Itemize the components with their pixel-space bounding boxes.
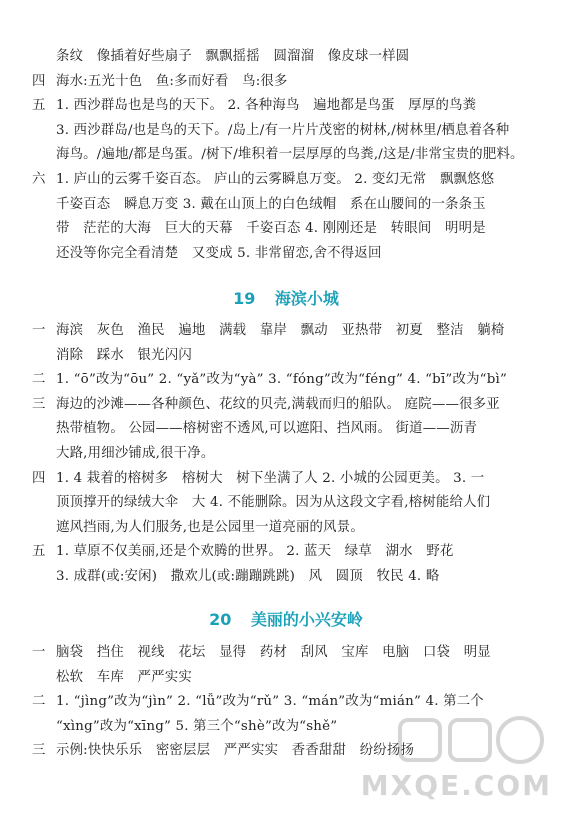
- answer-text: 热带植物。 公园——榕树密不透风,可以遮阳、挡风雨。 街道——沥青: [56, 421, 478, 437]
- answer-line: [56, 218, 548, 240]
- lesson-19-heading: [0, 286, 572, 309]
- watermark-text: MXQE.COM: [360, 769, 552, 802]
- item-number: 五: [32, 98, 46, 114]
- answer-line: [32, 394, 548, 416]
- item-number: 四: [32, 73, 46, 89]
- item-number: 三: [32, 396, 46, 412]
- answer-text: 条纹 像插着好些扇子 飘飘摇摇 圆溜溜 像皮球一样圆: [56, 49, 410, 64]
- answer-line: [56, 492, 548, 514]
- item-number: 五: [32, 544, 46, 560]
- answer-line: [32, 642, 548, 664]
- answer-line: [32, 369, 548, 391]
- lesson-number: 19: [233, 289, 256, 308]
- answer-text: 海滨 灰色 渔民 遍地 满载 靠岸 飘动 亚热带 初夏 整洁 躺椅: [56, 323, 505, 338]
- answer-line: [56, 194, 548, 216]
- answer-text: 1. 草原不仅美丽,还是个欢腾的世界。 2. 蓝天 绿草 湖水 野花: [56, 544, 454, 560]
- lesson-20-heading: [0, 607, 572, 630]
- item-number: 一: [32, 323, 46, 338]
- answer-text: 1. 西沙群岛也是鸟的天下。 2. 各种海鸟 遍地都是鸟蛋 厚厚的鸟粪: [56, 98, 477, 114]
- answer-text: 示例:快快乐乐 密密层层 严严实实 香香甜甜 纷纷扬扬: [56, 743, 415, 759]
- answer-text: 大路,用细沙铺成,很干净。: [56, 446, 215, 461]
- answer-line: [56, 716, 548, 738]
- answer-text: 千姿百态 瞬息万变 3. 戴在山顶上的白色绒帽 系在山腰间的一条条玉: [56, 196, 486, 212]
- answer-text: 松软 车库 严严实实: [56, 669, 192, 685]
- answer-text: 3. 西沙群岛/也是鸟的天下。/岛上/有一片片茂密的树林,/树林里/栖息着各种: [56, 122, 510, 138]
- answer-text: 1. 庐山的云雾千姿百态。 庐山的云雾瞬息万变。 2. 变幻无常 飘飘悠悠: [56, 172, 495, 187]
- item-number: 二: [32, 372, 46, 388]
- answer-line: [32, 468, 548, 490]
- answer-text: 1. “jìng”改为“jìn” 2. “lǚ”改为“rǔ” 3. “mán”改为“mián” 4. 第二个: [56, 694, 484, 710]
- answer-text: 海鸟。/遍地/都是鸟蛋。/树下/堆积着一层厚厚的鸟粪,/这是/非常宝贵的肥料。: [56, 147, 524, 163]
- item-number: 四: [32, 470, 46, 486]
- answer-line: [32, 541, 548, 563]
- answer-line: [32, 95, 548, 117]
- answer-text: 顶顶撑开的绿绒大伞 大 4. 不能删除。因为从这段文字看,榕树能给人们: [56, 495, 491, 511]
- answer-line: [56, 566, 548, 588]
- item-number: 三: [32, 743, 46, 759]
- answer-text: 3. 成群(或:安闲) 撒欢儿(或:蹦蹦跳跳) 风 圆顶 牧民 4. 略: [56, 569, 440, 584]
- answer-line: [32, 71, 548, 93]
- answer-text: 还没等你完全看清楚 又变成 5. 非常留恋,舍不得返回: [56, 245, 382, 261]
- answer-text: 海水:五光十色 鱼:多而好看 鸟:很多: [56, 73, 288, 89]
- answer-text: 1. 4 栽着的榕树多 榕树大 树下坐满了人 2. 小城的公园更美。 3. 一: [56, 470, 485, 486]
- answer-text: 1. “ō”改为“ōu” 2. “yǎ”改为“yà” 3. “fóng”改为“féng” 4. “bī”改为“bì”: [56, 372, 507, 388]
- answer-text: “xìng”改为“xīng” 5. 第三个“shè”改为“shě”: [56, 718, 338, 734]
- answer-line: [56, 667, 548, 689]
- answer-line: [56, 46, 548, 68]
- answer-line: [56, 418, 548, 440]
- item-number: 一: [32, 645, 46, 660]
- answer-line: [56, 243, 548, 265]
- answer-line: [56, 345, 548, 367]
- answer-line: [32, 169, 548, 191]
- answer-text: 脑袋 挡住 视线 花坛 显得 药材 刮风 宝库 电脑 口袋 明显: [56, 645, 491, 660]
- answer-line: [56, 517, 548, 539]
- lesson-title: 美丽的小兴安岭: [250, 610, 363, 629]
- answer-text: 消除 踩水 银光闪闪: [56, 347, 192, 363]
- answer-text: 遮风挡雨,为人们服务,也是公园里一道亮丽的风景。: [56, 519, 364, 535]
- answer-line: [32, 740, 548, 762]
- answer-line: [32, 691, 548, 713]
- item-number: 二: [32, 694, 46, 710]
- lesson-title: 海滨小城: [274, 289, 339, 308]
- answer-line: [56, 144, 548, 166]
- lesson-number: 20: [209, 610, 232, 629]
- answer-line: [56, 120, 548, 142]
- item-number: 六: [32, 172, 46, 187]
- answer-text: 海边的沙滩——各种颜色、花纹的贝壳,满载而归的船队。 庭院——很多亚: [56, 396, 500, 412]
- answer-text: 带 茫茫的大海 巨大的天幕 千姿百态 4. 刚刚还是 转眼间 明明是: [56, 221, 486, 237]
- answer-line: [56, 443, 548, 465]
- answer-line: [32, 320, 548, 342]
